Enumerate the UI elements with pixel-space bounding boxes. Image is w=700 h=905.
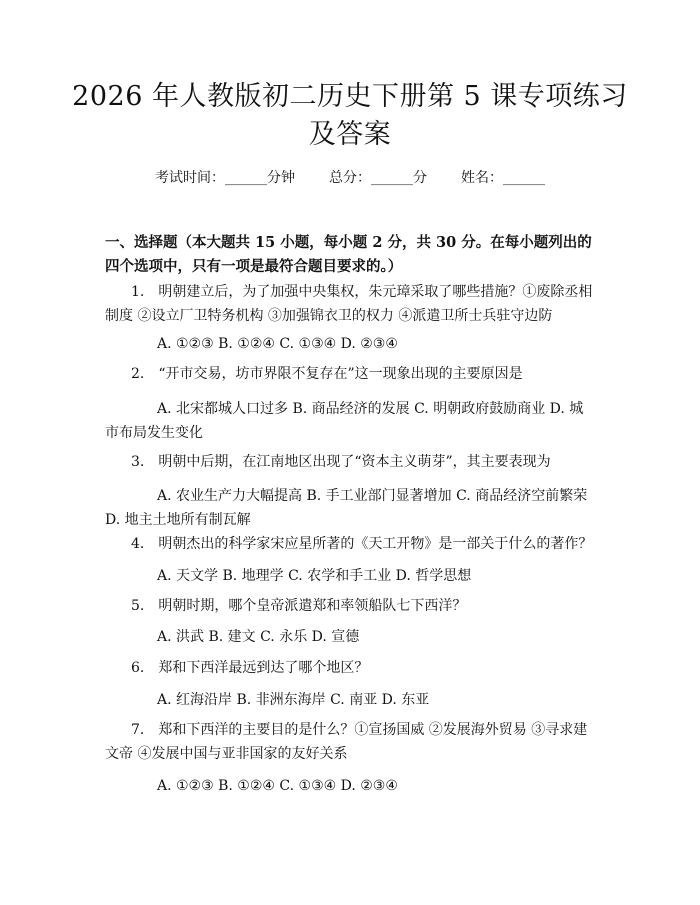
question-options: A. 北宋都城人口过多 B. 商品经济的发展 C. 明朝政府鼓励商业 D. 城市布局发生变化 <box>105 401 584 441</box>
name-field: 姓名：______ <box>461 170 545 186</box>
question-options: A. ①②③ B. ①②④ C. ①③④ D. ②③④ <box>157 336 398 352</box>
question-options: A. 洪武 B. 建文 C. 永乐 D. 宣德 <box>157 629 360 645</box>
question-stem: 3. 明朝中后期，在江南地区出现了“资本主义萌芽”，其主要表现为 <box>131 454 551 470</box>
question-stem: 4. 明朝杰出的科学家宋应星所著的《天工开物》是一部关于什么的著作？ <box>131 536 593 552</box>
question-stem: 5. 明朝时期，哪个皇帝派遣郑和率领船队七下西洋？ <box>131 598 467 614</box>
question-options: A. 天文学 B. 地理学 C. 农学和手工业 D. 哲学思想 <box>157 568 472 584</box>
question-options: A. 红海沿岸 B. 非洲东海岸 C. 南亚 D. 东亚 <box>157 692 430 708</box>
question-options: A. ①②③ B. ①②④ C. ①③④ D. ②③④ <box>157 778 398 794</box>
question-stem: 2. “开市交易，坊市界限不复存在”这一现象出现的主要原因是 <box>131 366 523 382</box>
section-heading: 一、选择题（本大题共 15 小题，每小题 2 分，共 30 分。在每小题列出的四个选项中，只有一项是最符合题目要求的。） <box>105 234 592 275</box>
question-stem: 1. 明朝建立后，为了加强中央集权，朱元璋采取了哪些措施？①废除丞相制度 ②设立厂卫特务机构 ③加强锦衣卫的权力 ④派遣卫所士兵驻守边防 <box>105 284 593 324</box>
question-stem: 6. 郑和下西洋最远到达了哪个地区？ <box>131 660 369 676</box>
question-stem: 7. 郑和下西洋的主要目的是什么？①宣扬国威 ②发展海外贸易 ③寻求建文帝 ④发展中国与亚非国家的友好关系 <box>105 722 588 762</box>
question-options: A. 农业生产力大幅提高 B. 手工业部门显著增加 C. 商品经济空前繁荣 D. 地主土地所有制瓦解 <box>105 488 588 528</box>
total-score-field: 总分：______分 <box>329 170 427 186</box>
document-title: 2026 年人教版初二历史下册第 5 课专项练习及答案 <box>72 81 628 150</box>
exam-time-field: 考试时间：______分钟 <box>155 170 295 186</box>
exam-meta <box>0 168 700 188</box>
